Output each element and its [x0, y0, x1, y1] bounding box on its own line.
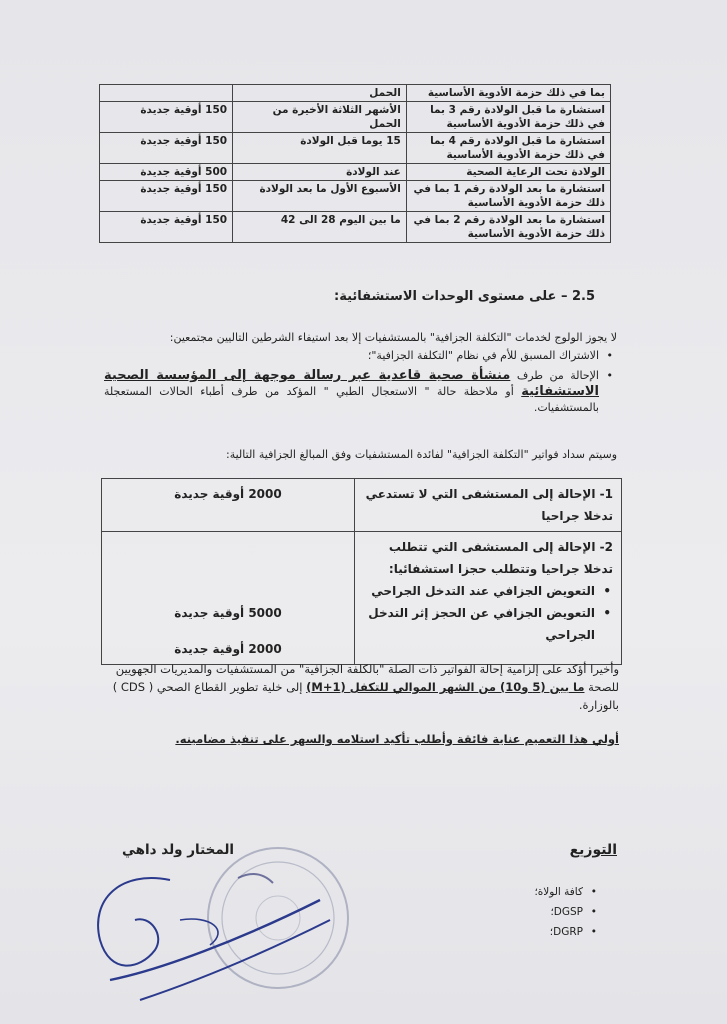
table-row — [100, 164, 611, 181]
amount-cell — [100, 85, 233, 102]
surgery-amounts — [102, 532, 355, 665]
payment-intro: وسيتم سداد فواتير "التكلفة الجزافية" لفائدة المستشفيات وفق المبالغ الجزافية التالية: — [226, 448, 617, 461]
closing-deadline: ما بين (5 و10) من الشهر الموالي للتكفل (M+1) — [306, 680, 585, 694]
timing-cell: الأشهر الثلاثة الأخيرة من الحمل — [233, 102, 407, 133]
amount-cell: 150 أوقية جديدة — [100, 181, 233, 212]
referral-surgery — [355, 532, 622, 665]
condition-bullet-2 — [104, 368, 599, 416]
table-row — [102, 479, 622, 532]
closing-paragraph — [99, 660, 619, 714]
timing-cell: الحمل — [233, 85, 407, 102]
referral-surgery-label: 2- الإحالة إلى المستشفى التي تتطلب تدخلا جراحيا وتتطلب حجزا استشفائيا: — [388, 540, 613, 576]
amount-surgery: 5000 أوقية جديدة — [174, 606, 282, 620]
amount-cell: 150 أوقية جديدة — [100, 212, 233, 243]
amount-no-surgery: 2000 أوقية جديدة — [102, 479, 355, 532]
list-item: • كافة الولاة؛ — [534, 882, 597, 902]
table-row — [100, 102, 611, 133]
table-row — [100, 133, 611, 164]
referral-no-surgery: 1- الإحالة إلى المستشفى التي لا تستدعي تدخلا جراحيا — [355, 479, 622, 532]
timing-cell: الأسبوع الأول ما بعد الولادة — [233, 181, 407, 212]
list-item: • DGRP؛ — [534, 922, 597, 942]
timing-cell: عند الولادة — [233, 164, 407, 181]
intro-paragraph: لا يجوز الولوج لخدمات "التكلفة الجزافية" بالمستشفيات إلا بعد استيفاء الشرطين التاليين مجتمعين: — [169, 331, 617, 344]
list-item: • DGSP؛ — [534, 902, 597, 922]
bullet-2-pre: الإحالة من طرف — [510, 369, 599, 382]
timing-cell: 15 يوما قبل الولادة — [233, 133, 407, 164]
closing-pre: وأخيرا أؤكد على إلزامية إحالة الفواتير ذات الصلة "بالكلفة الجزافية" من المستشفيات والمديريات الجهويين للصحة — [115, 662, 619, 694]
service-cell: استشارة ما بعد الولادة رقم 1 بما في ذلك حزمة الأدوية الأساسية — [406, 181, 610, 212]
amount-cell: 150 أوقية جديدة — [100, 133, 233, 164]
surgery-sub-2: • التعويض الجزافي عن الحجز إثر التدخل الجراحي — [363, 602, 613, 646]
table-row — [100, 85, 611, 102]
surgery-sub-1: • التعويض الجزافي عند التدخل الجراحي — [363, 580, 613, 602]
section-title: 2.5 – على مستوى الوحدات الاستشفائية: — [334, 289, 595, 304]
handwritten-signature — [80, 860, 340, 1010]
timing-cell: ما بين اليوم 28 الى 42 — [233, 212, 407, 243]
final-instruction: أولي هذا التعميم عناية فائقة وأطلب تأكيد استلامه والسهر على تنفيذ مضامينه. — [175, 732, 619, 746]
bullet-2-post: أو ملاحظة حالة " الاستعجال الطبي " المؤكد من طرف أطباء الحالات المستعجلة بالمستشفيات. — [104, 385, 599, 414]
table-row — [100, 212, 611, 243]
distribution-list — [534, 882, 597, 942]
service-cell: الولادة تحت الرعاية الصحية — [406, 164, 610, 181]
hospital-fees-table — [101, 478, 622, 665]
condition-bullet-1: • الاشتراك المسبق للأم في نظام "التكلفة الجزافية"؛ — [104, 348, 599, 364]
closing-post: إلى خلية تطوير القطاع الصحي ( CDS ) بالوزارة. — [112, 680, 619, 712]
bullet-2-bold: منشأة صحية قاعدية عبر رسالة موجهة إلى المؤسسة الصحية الاستشفائية — [104, 368, 599, 399]
distribution-title: التوزيع — [569, 842, 617, 858]
signer-name: المختار ولد داهي — [122, 842, 235, 858]
table-row — [100, 181, 611, 212]
service-cell: استشارة ما قبل الولادة رقم 3 بما في ذلك حزمة الأدوية الأساسية — [406, 102, 610, 133]
amount-stay: 2000 أوقية جديدة — [174, 642, 282, 656]
amount-cell: 500 أوقية جديدة — [100, 164, 233, 181]
service-cell: بما في ذلك حزمة الأدوية الأساسية — [406, 85, 610, 102]
table-row — [102, 532, 622, 665]
care-fees-table — [99, 84, 611, 243]
service-cell: استشارة ما قبل الولادة رقم 4 بما في ذلك حزمة الأدوية الأساسية — [406, 133, 610, 164]
service-cell: استشارة ما بعد الولادة رقم 2 بما في ذلك حزمة الأدوية الأساسية — [406, 212, 610, 243]
amount-cell: 150 أوقية جديدة — [100, 102, 233, 133]
